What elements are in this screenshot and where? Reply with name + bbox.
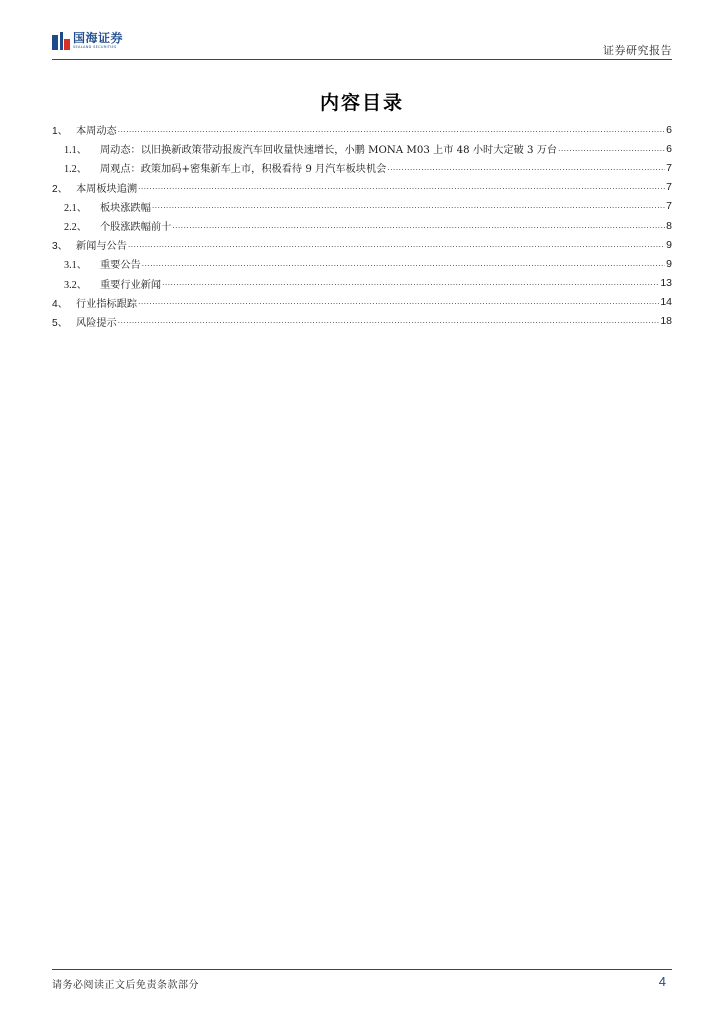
toc-entry-title: 新闻与公告	[76, 241, 127, 253]
toc-title: 内容目录	[319, 92, 404, 114]
toc-entry-number: 3、	[52, 241, 68, 253]
toc-entry-number: 3.2、	[64, 279, 87, 291]
toc-entry[interactable]	[52, 235, 672, 254]
toc-entry-title: 本周板块追溯	[76, 183, 138, 195]
toc-entry[interactable]	[52, 216, 672, 235]
page-number: 4	[658, 974, 666, 989]
toc-entry-page: 6	[666, 123, 672, 136]
toc-entry-number: 1.1、	[64, 145, 87, 157]
dot-leader	[558, 145, 665, 153]
dot-leader	[172, 222, 665, 230]
toc-entry-number: 5、	[52, 317, 68, 329]
report-type-label: 证券研究报告	[603, 44, 672, 57]
toc-entry[interactable]	[52, 254, 672, 273]
toc-entry[interactable]	[52, 139, 672, 158]
disclaimer-note: 请务必阅读正文后免责条款部分	[52, 980, 199, 991]
toc-entry-number: 2.1、	[64, 202, 87, 214]
dot-leader	[118, 317, 660, 325]
company-logo	[52, 32, 123, 50]
toc-entry-title: 周观点：政策加码+密集新车上市，积极看待 9 月汽车板块机会	[100, 164, 387, 176]
dot-leader	[118, 126, 665, 134]
toc-entry-number: 3.1、	[64, 260, 87, 272]
toc-entry[interactable]	[52, 274, 672, 293]
dot-leader	[152, 202, 665, 210]
toc-entry-page: 8	[666, 219, 672, 232]
toc-entry-page: 7	[666, 161, 672, 174]
dot-leader	[138, 298, 659, 306]
dot-leader	[142, 260, 665, 268]
toc-entry-page: 7	[666, 181, 672, 194]
toc-entry-page: 13	[660, 277, 672, 290]
toc-entry-page: 9	[666, 257, 672, 270]
logo-mark-icon	[52, 32, 70, 50]
logo-name-cn: 国海证券	[73, 31, 124, 46]
dot-leader	[138, 183, 665, 191]
toc-entry-number: 4、	[52, 298, 68, 310]
toc-entry-page: 7	[666, 200, 672, 213]
toc-entry-title: 板块涨跌幅	[100, 202, 151, 214]
table-of-contents	[52, 120, 672, 331]
toc-entry[interactable]	[52, 293, 672, 312]
page-header	[52, 30, 672, 60]
toc-entry-page: 14	[660, 296, 672, 309]
toc-entry-title: 行业指标跟踪	[76, 298, 138, 310]
dot-leader	[162, 279, 659, 287]
toc-entry-title: 重要行业新闻	[100, 279, 162, 291]
toc-entry[interactable]	[52, 197, 672, 216]
logo-name-en: SEALAND SECURITIES	[73, 45, 117, 50]
toc-entry-title: 风险提示	[76, 317, 117, 329]
dot-leader	[128, 241, 665, 249]
toc-entry-number: 2、	[52, 183, 68, 195]
toc-entry-number: 2.2、	[64, 222, 87, 234]
toc-entry-title: 本周动态	[76, 126, 117, 138]
toc-entry-page: 18	[660, 315, 672, 328]
toc-entry[interactable]	[52, 312, 672, 331]
toc-entry-title: 个股涨跌幅前十	[100, 222, 172, 234]
dot-leader	[387, 164, 665, 172]
toc-entry-number: 1、	[52, 126, 68, 138]
toc-entry-page: 9	[666, 238, 672, 251]
toc-entry-title: 周动态：以旧换新政策带动报废汽车回收量快速增长，小鹏 MONA M03 上市 48 小时大定破 3 万台	[100, 145, 558, 157]
toc-entry-number: 1.2、	[64, 164, 87, 176]
page-footer	[52, 969, 672, 1000]
toc-entry[interactable]	[52, 120, 672, 139]
toc-entry-title: 重要公告	[100, 260, 141, 272]
toc-entry-page: 6	[666, 142, 672, 155]
toc-entry[interactable]	[52, 178, 672, 197]
toc-entry[interactable]	[52, 158, 672, 177]
